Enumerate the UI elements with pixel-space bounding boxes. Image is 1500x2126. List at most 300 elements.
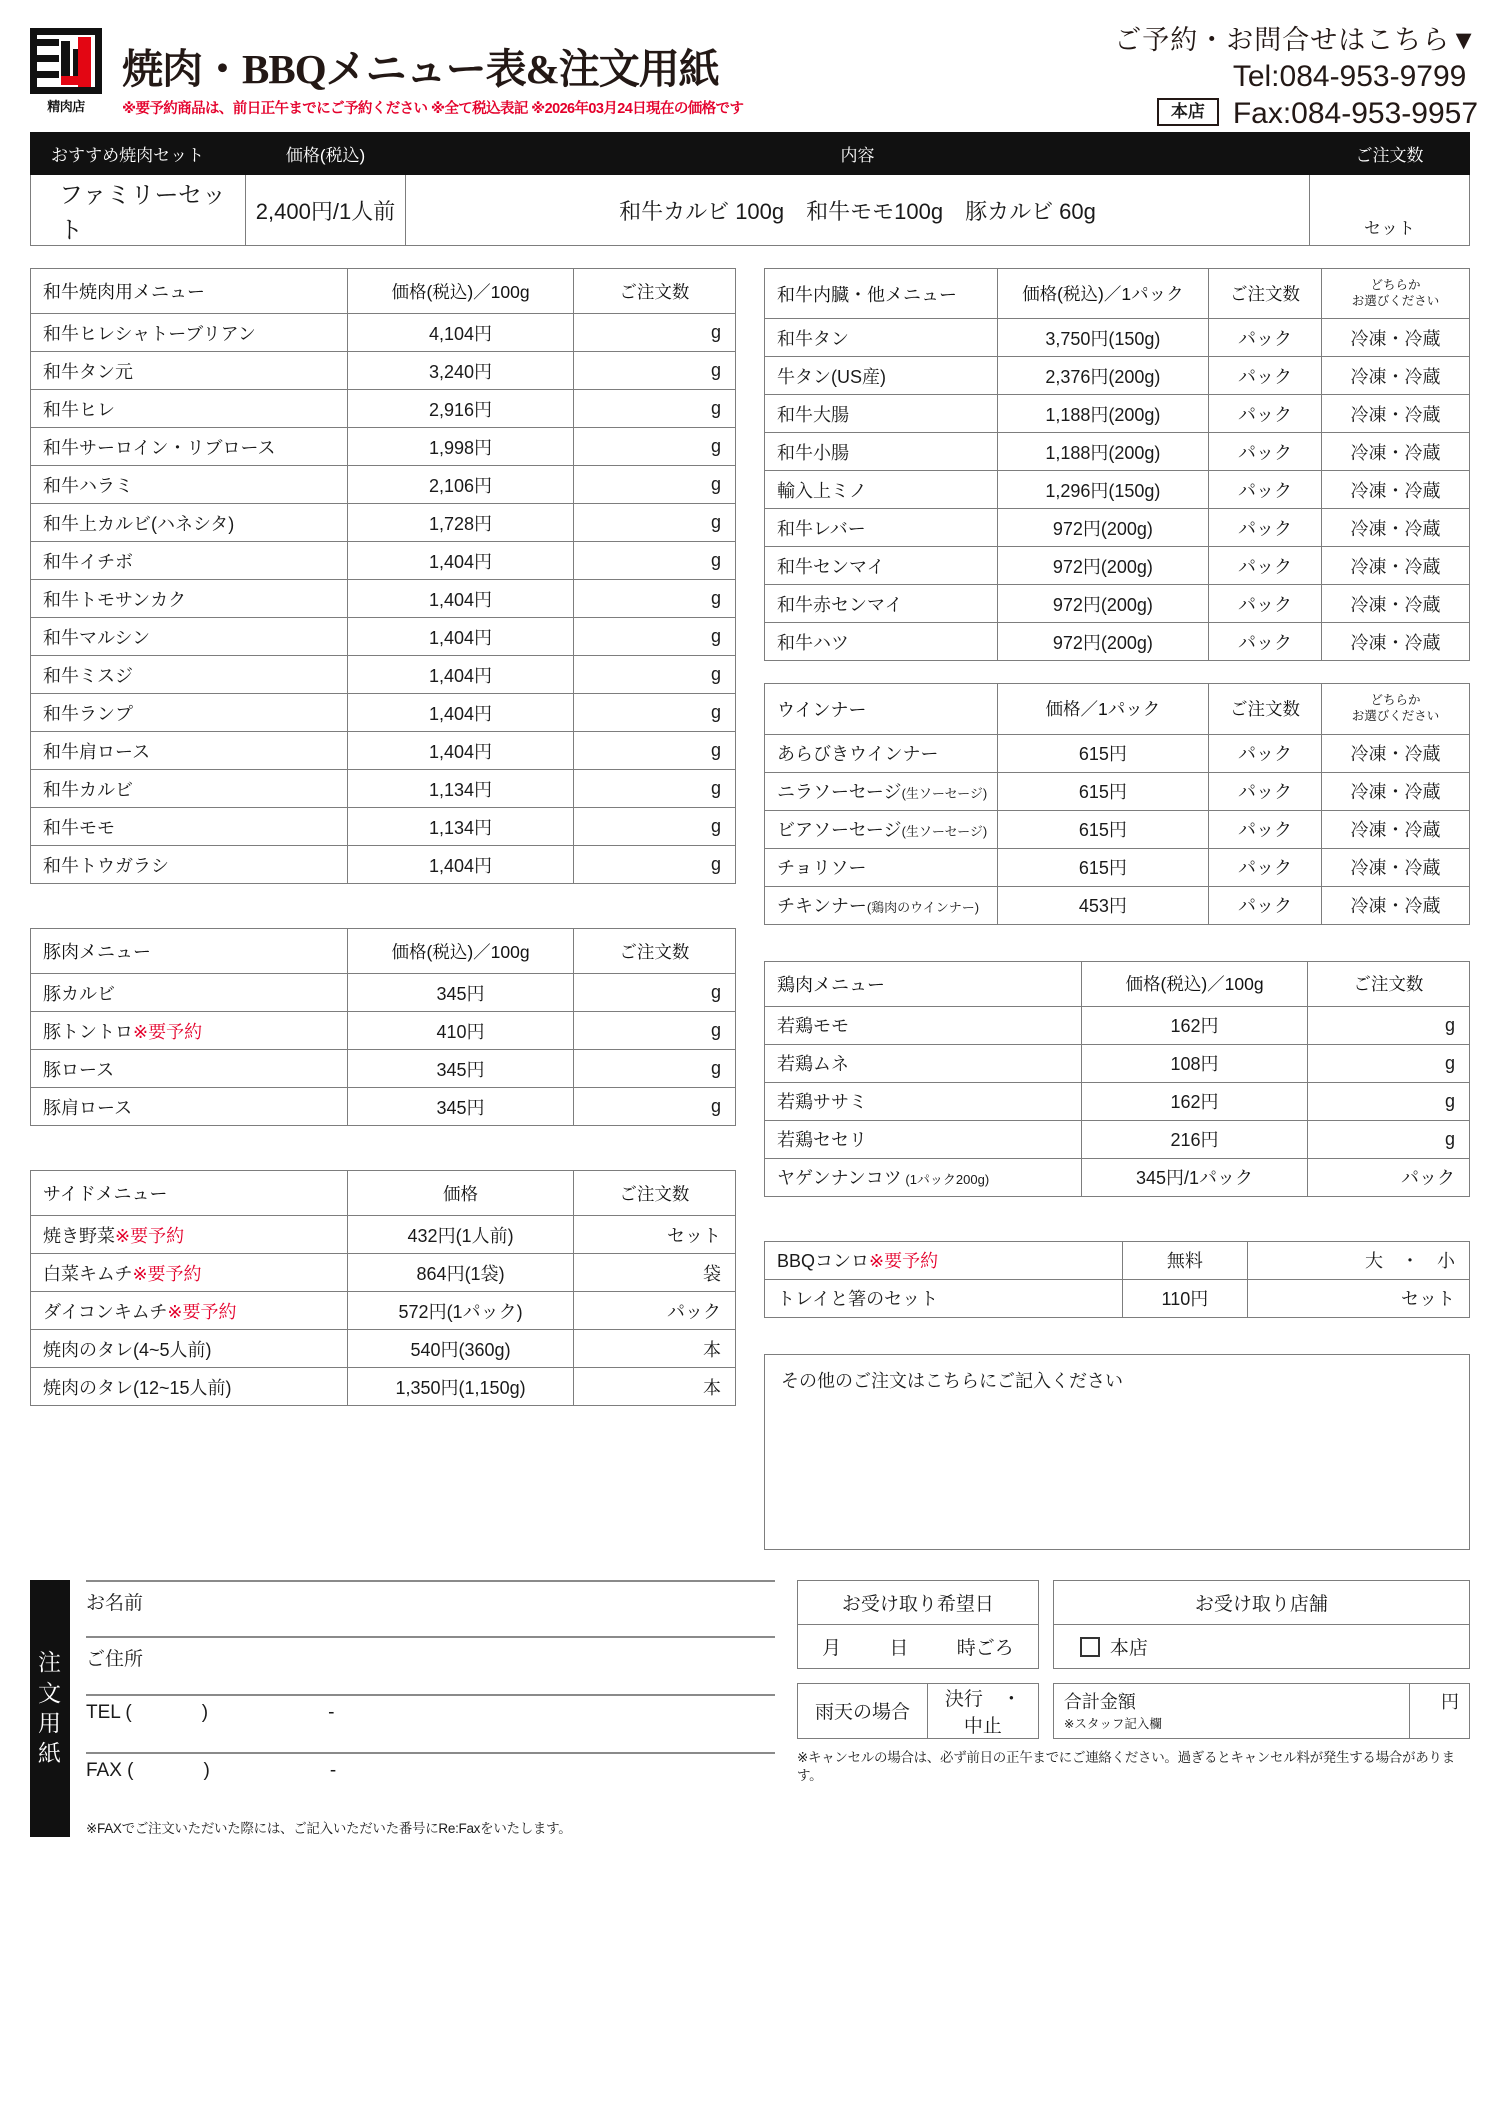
item-name xyxy=(31,1368,348,1406)
item-name xyxy=(765,848,998,886)
item-price: 162円 xyxy=(1082,1006,1308,1044)
item-qty-input[interactable]: パック xyxy=(1209,357,1322,395)
item-name-text: 焼肉のタレ(12~15人前) xyxy=(43,1377,232,1398)
pickup-store-table xyxy=(1053,1580,1470,1669)
item-qty-input[interactable]: g xyxy=(573,504,735,542)
col-wagyu-price: 価格(税込)／100g xyxy=(348,269,574,314)
table-row xyxy=(31,1050,736,1088)
col-set-name: おすすめ焼肉セット xyxy=(31,133,246,175)
item-price: 1,296円(150g) xyxy=(997,471,1209,509)
spine-char-2: 文 xyxy=(38,1679,62,1706)
table-row xyxy=(31,1254,736,1292)
item-qty-input[interactable]: g xyxy=(573,390,735,428)
table-row xyxy=(31,1330,736,1368)
item-qty-input[interactable]: g xyxy=(573,314,735,352)
set-qty-input[interactable]: セット xyxy=(1310,175,1470,246)
reservation-required-tag: ※要予約 xyxy=(132,1263,202,1284)
item-qty-input[interactable]: 本 xyxy=(573,1330,735,1368)
item-price: 615円 xyxy=(997,772,1209,810)
choice-line1: どちらか xyxy=(1370,693,1421,708)
item-qty-input[interactable]: パック xyxy=(573,1292,735,1330)
table-row xyxy=(765,471,1470,509)
fax-field[interactable] xyxy=(86,1754,775,1812)
table-row xyxy=(765,734,1470,772)
price-notice: ※要予約商品は、前日正午までにご予約ください ※全て税込表記 ※2026年03月24日現在の価格です xyxy=(122,101,744,118)
item-name xyxy=(765,1044,1082,1082)
table-header-row xyxy=(765,961,1470,1006)
item-name-text: ヤゲンナンコツ xyxy=(777,1168,902,1188)
item-qty-input[interactable]: g xyxy=(573,542,735,580)
item-temperature-choice[interactable]: 冷凍・冷蔵 xyxy=(1321,585,1469,623)
item-price: 無料 xyxy=(1122,1241,1247,1279)
col-wiener-name: ウインナー xyxy=(765,684,998,734)
item-name: 和牛モモ xyxy=(31,808,348,846)
total-staff-note: ※スタッフ記入欄 xyxy=(1063,1716,1162,1731)
set-name: ファミリーセット xyxy=(31,175,246,246)
table-row xyxy=(765,433,1470,471)
item-name-text: ダイコンキムチ xyxy=(43,1301,168,1322)
item-temperature-choice[interactable]: 冷凍・冷蔵 xyxy=(1321,886,1469,924)
item-qty-input[interactable]: g xyxy=(1307,1006,1469,1044)
item-qty-input[interactable]: g xyxy=(573,1050,735,1088)
item-price: 3,240円 xyxy=(348,352,574,390)
item-price: 1,728円 xyxy=(348,504,574,542)
table-row xyxy=(31,1088,736,1126)
item-price: 540円(360g) xyxy=(348,1330,574,1368)
item-name-text: 若鶏ササミ xyxy=(777,1092,867,1112)
item-name: 和牛ハラミ xyxy=(31,466,348,504)
table-row xyxy=(765,357,1470,395)
table-row xyxy=(31,580,736,618)
item-qty-input[interactable]: パック xyxy=(1209,886,1322,924)
item-name: 和牛タン元 xyxy=(31,352,348,390)
col-chicken-price: 価格(税込)／100g xyxy=(1082,961,1308,1006)
item-qty-input[interactable]: パック xyxy=(1307,1158,1469,1196)
item-price: 345円/1パック xyxy=(1082,1158,1308,1196)
item-name-text: 豚トントロ xyxy=(43,1021,133,1042)
item-price: 615円 xyxy=(997,848,1209,886)
item-name: 和牛カルビ xyxy=(31,770,348,808)
item-name: 和牛レバー xyxy=(765,509,998,547)
item-qty-input[interactable]: パック xyxy=(1209,623,1322,661)
item-price: 1,188円(200g) xyxy=(997,433,1209,471)
store-option-row[interactable] xyxy=(1053,1624,1469,1668)
col-pork-qty: ご注文数 xyxy=(573,929,735,974)
address-label: ご住所 xyxy=(86,1648,144,1670)
item-qty-input[interactable]: g xyxy=(573,618,735,656)
item-qty-input[interactable]: パック xyxy=(1209,471,1322,509)
col-set-contents: 内容 xyxy=(406,133,1310,175)
item-qty-input[interactable]: g xyxy=(573,580,735,618)
item-temperature-choice[interactable]: 冷凍・冷蔵 xyxy=(1321,509,1469,547)
page-title: 焼肉・BBQメニュー表&注文用紙 xyxy=(122,46,719,92)
item-name: 和牛ハツ xyxy=(765,623,998,661)
customer-details xyxy=(30,1580,775,1837)
item-qty-input[interactable]: パック xyxy=(1209,810,1322,848)
item-name: 和牛肩ロース xyxy=(31,732,348,770)
item-price: 572円(1パック) xyxy=(348,1292,574,1330)
item-price: 2,376円(200g) xyxy=(997,357,1209,395)
table-header-row xyxy=(765,684,1470,734)
item-temperature-choice[interactable]: 冷凍・冷蔵 xyxy=(1321,433,1469,471)
menu-columns xyxy=(0,246,1500,1550)
item-qty-input[interactable]: g xyxy=(573,694,735,732)
item-price: 162円 xyxy=(1082,1082,1308,1120)
col-pork-name: 豚肉メニュー xyxy=(31,929,348,974)
table-row xyxy=(31,846,736,884)
item-name-text: あらびきウインナー xyxy=(777,744,939,764)
table-row xyxy=(31,618,736,656)
item-price: 1,404円 xyxy=(348,732,574,770)
table-row xyxy=(31,352,736,390)
store-option-label: 本店 xyxy=(1109,1637,1148,1659)
item-price: 972円(200g) xyxy=(997,547,1209,585)
choice-line2: お選びください xyxy=(1351,293,1440,308)
item-name xyxy=(765,1082,1082,1120)
item-qty-input[interactable]: g xyxy=(573,656,735,694)
item-name-text: 焼き野菜 xyxy=(43,1225,115,1246)
table-row xyxy=(765,623,1470,661)
item-name xyxy=(765,1279,1123,1317)
table-row xyxy=(31,1368,736,1406)
item-qty-input[interactable]: パック xyxy=(1209,395,1322,433)
item-temperature-choice[interactable]: 冷凍・冷蔵 xyxy=(1321,848,1469,886)
shop-badge: 本店 xyxy=(1157,98,1219,126)
total-unit: 円 xyxy=(1410,1683,1470,1738)
item-qty-input[interactable]: g xyxy=(573,770,735,808)
item-name: 輸入上ミノ xyxy=(765,471,998,509)
item-sub-label: (生ソーセージ) xyxy=(901,824,988,839)
table-row xyxy=(31,314,736,352)
item-price: 972円(200g) xyxy=(997,585,1209,623)
reservation-required-tag: ※要予約 xyxy=(133,1021,203,1042)
item-name xyxy=(31,1012,348,1050)
item-qty-input[interactable]: セット xyxy=(1247,1279,1469,1317)
table-row xyxy=(765,585,1470,623)
free-order-note-box[interactable] xyxy=(764,1354,1470,1550)
table-row xyxy=(31,974,736,1012)
item-qty-input[interactable]: g xyxy=(573,466,735,504)
item-sub-label: (1パック200g) xyxy=(901,1172,990,1187)
item-name: 牛タン(US産) xyxy=(765,357,998,395)
item-price: 1,404円 xyxy=(348,618,574,656)
item-name-text: 焼肉のタレ(4~5人前) xyxy=(43,1339,212,1360)
item-name: 和牛トモサンカク xyxy=(31,580,348,618)
table-row xyxy=(765,319,1470,357)
item-name xyxy=(31,1088,348,1126)
total-amount-table xyxy=(1053,1683,1470,1739)
fax-note: ※FAXでご注文いただいた際には、ご記入いただいた番号にRe:Faxをいたします。 xyxy=(86,1820,572,1836)
item-price: 1,404円 xyxy=(348,694,574,732)
item-name-text: 若鶏ムネ xyxy=(777,1054,849,1074)
col-side-qty: ご注文数 xyxy=(573,1171,735,1216)
table-header-row xyxy=(31,269,736,314)
item-price: 2,916円 xyxy=(348,390,574,428)
col-set-qty: ご注文数 xyxy=(1310,133,1470,175)
item-qty-input[interactable]: パック xyxy=(1209,433,1322,471)
table-row xyxy=(765,1120,1470,1158)
item-name xyxy=(31,1216,348,1254)
item-price: 1,350円(1,150g) xyxy=(348,1368,574,1406)
item-name xyxy=(31,1050,348,1088)
address-field[interactable] xyxy=(86,1638,775,1696)
item-price: 1,134円 xyxy=(348,770,574,808)
set-contents: 和牛カルビ 100g 和牛モモ100g 豚カルビ 60g xyxy=(406,175,1310,246)
item-price: 1,404円 xyxy=(348,580,574,618)
item-qty-input[interactable]: g xyxy=(573,352,735,390)
item-price: 345円 xyxy=(348,974,574,1012)
wagyu-rows xyxy=(31,314,736,884)
item-name: 和牛トウガラシ xyxy=(31,846,348,884)
wiener-rows xyxy=(765,734,1470,924)
bbq-equipment-table xyxy=(764,1241,1470,1318)
table-row xyxy=(31,542,736,580)
set-price: 2,400円/1人前 xyxy=(246,175,406,246)
tel-field[interactable] xyxy=(86,1696,775,1754)
item-name: 和牛大腸 xyxy=(765,395,998,433)
item-qty-input[interactable]: 袋 xyxy=(573,1254,735,1292)
table-row xyxy=(31,428,736,466)
item-name-text: 若鶏セセリ xyxy=(777,1130,867,1150)
col-wiener-price: 価格／1パック xyxy=(997,684,1209,734)
item-price: 972円(200g) xyxy=(997,623,1209,661)
order-form xyxy=(30,1580,1470,1837)
item-name xyxy=(765,1006,1082,1044)
table-row xyxy=(31,466,736,504)
free-order-label: その他のご注文はこちらにご記入ください xyxy=(781,1370,1123,1391)
col-offal-qty: ご注文数 xyxy=(1209,269,1322,319)
item-name-text: 白菜キムチ xyxy=(43,1263,133,1284)
telephone-number: Tel:084-953-9799 xyxy=(1232,60,1467,93)
item-price: 615円 xyxy=(997,734,1209,772)
item-name xyxy=(765,810,998,848)
item-name: 和牛ミスジ xyxy=(31,656,348,694)
item-qty-input[interactable]: パック xyxy=(1209,585,1322,623)
title-block xyxy=(114,14,1008,118)
item-temperature-choice[interactable]: 冷凍・冷蔵 xyxy=(1321,734,1469,772)
item-name-text: チキンナー xyxy=(777,896,867,916)
item-price: 4,104円 xyxy=(348,314,574,352)
item-price: 1,998円 xyxy=(348,428,574,466)
item-name-text: 豚肩ロース xyxy=(43,1097,133,1118)
logo xyxy=(30,14,114,115)
table-row xyxy=(765,1241,1470,1279)
col-pork-price: 価格(税込)／100g xyxy=(348,929,574,974)
item-name xyxy=(765,1158,1082,1196)
item-name-text: ビアソーセージ xyxy=(777,820,902,840)
item-name: 和牛タン xyxy=(765,319,998,357)
pickup-month: 月 xyxy=(822,1637,842,1659)
item-price: 453円 xyxy=(997,886,1209,924)
spine-char-3: 用 xyxy=(38,1710,62,1736)
item-price: 108円 xyxy=(1082,1044,1308,1082)
item-price: 2,106円 xyxy=(348,466,574,504)
name-field[interactable] xyxy=(86,1580,775,1638)
col-wiener-choice xyxy=(1321,684,1469,734)
item-qty-input[interactable]: g xyxy=(1307,1082,1469,1120)
total-cell[interactable] xyxy=(1053,1683,1409,1738)
item-qty-input[interactable]: g xyxy=(573,1088,735,1126)
item-qty-input[interactable]: g xyxy=(573,808,735,846)
item-name xyxy=(31,974,348,1012)
table-row xyxy=(765,772,1470,810)
item-price: 972円(200g) xyxy=(997,509,1209,547)
item-qty-input[interactable]: g xyxy=(573,1012,735,1050)
table-row xyxy=(31,1216,736,1254)
table-row xyxy=(765,547,1470,585)
pickup-store-head: お受け取り店舗 xyxy=(1053,1580,1469,1624)
table-row xyxy=(31,808,736,846)
item-name-text: ニラソーセージ xyxy=(777,782,902,802)
item-qty-input[interactable]: g xyxy=(1307,1044,1469,1082)
item-temperature-choice[interactable]: 冷凍・冷蔵 xyxy=(1321,547,1469,585)
item-qty-input[interactable]: パック xyxy=(1209,509,1322,547)
item-name-text: チョリソー xyxy=(777,858,867,878)
chicken-table xyxy=(764,961,1470,1197)
contact-lead: ご予約・お問合せはこちら▼ xyxy=(1114,25,1478,55)
item-qty-input[interactable]: パック xyxy=(1209,547,1322,585)
item-price: 216円 xyxy=(1082,1120,1308,1158)
item-name: 和牛ランプ xyxy=(31,694,348,732)
cancel-policy-note: ※キャンセルの場合は、必ず前日の正午までにご連絡ください。過ぎるとキャンセル料が発生する場合があります。 xyxy=(797,1749,1455,1783)
item-name: 和牛サーロイン・リブロース xyxy=(31,428,348,466)
item-temperature-choice[interactable]: 冷凍・冷蔵 xyxy=(1321,395,1469,433)
col-side-price: 価格 xyxy=(348,1171,574,1216)
item-price: 1,404円 xyxy=(348,846,574,884)
item-qty-input[interactable]: パック xyxy=(1209,848,1322,886)
table-row xyxy=(31,504,736,542)
page-header xyxy=(0,0,1500,128)
col-offal-name: 和牛内臓・他メニュー xyxy=(765,269,998,319)
item-qty-input[interactable]: g xyxy=(573,428,735,466)
item-price: 410円 xyxy=(348,1012,574,1050)
item-price: 345円 xyxy=(348,1088,574,1126)
chicken-rows xyxy=(765,1006,1470,1196)
table-row xyxy=(765,1044,1470,1082)
item-temperature-choice[interactable]: 冷凍・冷蔵 xyxy=(1321,471,1469,509)
item-price: 432円(1人前) xyxy=(348,1216,574,1254)
item-qty-input[interactable]: g xyxy=(1307,1120,1469,1158)
table-header-row xyxy=(31,133,1470,175)
rain-policy-table xyxy=(797,1683,1039,1739)
item-price: 3,750円(150g) xyxy=(997,319,1209,357)
item-qty-input[interactable]: パック xyxy=(1209,319,1322,357)
item-name xyxy=(765,1241,1123,1279)
left-column xyxy=(30,268,736,1550)
item-sub-label: (生ソーセージ) xyxy=(901,786,988,801)
item-qty-input[interactable]: g xyxy=(573,732,735,770)
table-header-row xyxy=(765,269,1470,319)
tel-label: TEL ( xyxy=(86,1701,132,1723)
item-temperature-choice[interactable]: 冷凍・冷蔵 xyxy=(1321,357,1469,395)
pickup-details xyxy=(797,1580,1470,1837)
item-qty-input[interactable]: パック xyxy=(1209,734,1322,772)
choice-line2: お選びください xyxy=(1351,708,1440,723)
item-price: 1,404円 xyxy=(348,542,574,580)
item-name: 和牛ヒレ xyxy=(31,390,348,428)
item-name-text: BBQコンロ xyxy=(777,1251,870,1271)
item-name-text: トレイと箸のセット xyxy=(777,1289,939,1309)
item-temperature-choice[interactable]: 冷凍・冷蔵 xyxy=(1321,623,1469,661)
col-set-price: 価格(税込) xyxy=(246,133,406,175)
pork-table xyxy=(30,928,736,1126)
pork-rows xyxy=(31,974,736,1126)
item-qty-input[interactable]: g xyxy=(573,974,735,1012)
item-qty-input[interactable]: 大 ・ 小 xyxy=(1247,1241,1469,1279)
total-label: 合計金額 xyxy=(1063,1691,1136,1712)
table-header-row xyxy=(31,929,736,974)
item-qty-input[interactable]: 本 xyxy=(573,1368,735,1406)
item-name-text: 豚ロース xyxy=(43,1059,115,1080)
side-menu-table xyxy=(30,1170,736,1406)
table-row xyxy=(31,770,736,808)
item-qty-input[interactable]: セット xyxy=(573,1216,735,1254)
order-form-spine xyxy=(30,1580,70,1837)
table-row xyxy=(765,1279,1470,1317)
item-price: 345円 xyxy=(348,1050,574,1088)
name-label: お名前 xyxy=(86,1592,144,1614)
item-name xyxy=(765,772,998,810)
item-name-text: 若鶏モモ xyxy=(777,1016,849,1036)
item-temperature-choice[interactable]: 冷凍・冷蔵 xyxy=(1321,319,1469,357)
table-row xyxy=(31,732,736,770)
item-name xyxy=(31,1330,348,1368)
pickup-date-inputs[interactable] xyxy=(798,1624,1039,1668)
table-row xyxy=(31,390,736,428)
item-name: 和牛小腸 xyxy=(765,433,998,471)
fax-paren-close: ) xyxy=(203,1759,210,1781)
table-row xyxy=(31,694,736,732)
item-qty-input[interactable]: パック xyxy=(1209,772,1322,810)
table-row xyxy=(31,656,736,694)
side-rows xyxy=(31,1216,736,1406)
logo-mark-icon xyxy=(30,28,102,94)
col-wiener-qty: ご注文数 xyxy=(1209,684,1322,734)
table-row xyxy=(765,848,1470,886)
rain-options[interactable]: 決行 ・ 中止 xyxy=(928,1683,1039,1738)
col-offal-price: 価格(税込)／1パック xyxy=(997,269,1209,319)
table-row xyxy=(31,1292,736,1330)
wiener-table xyxy=(764,683,1470,924)
contact-block xyxy=(1008,14,1478,132)
choice-line1: どちらか xyxy=(1370,278,1421,292)
item-price: 1,188円(200g) xyxy=(997,395,1209,433)
item-name xyxy=(765,1120,1082,1158)
offal-rows xyxy=(765,319,1470,661)
item-temperature-choice[interactable]: 冷凍・冷蔵 xyxy=(1321,810,1469,848)
item-price: 1,404円 xyxy=(348,656,574,694)
table-row xyxy=(765,395,1470,433)
checkbox-icon[interactable] xyxy=(1080,1637,1100,1657)
item-temperature-choice[interactable]: 冷凍・冷蔵 xyxy=(1321,772,1469,810)
col-wagyu-name: 和牛焼肉用メニュー xyxy=(31,269,348,314)
wagyu-offal-table xyxy=(764,268,1470,661)
item-name xyxy=(31,1292,348,1330)
table-row xyxy=(765,886,1470,924)
col-offal-choice xyxy=(1321,269,1469,319)
item-qty-input[interactable]: g xyxy=(573,846,735,884)
col-wagyu-qty: ご注文数 xyxy=(573,269,735,314)
spine-char-4: 紙 xyxy=(38,1740,62,1767)
pickup-time: 時ごろ xyxy=(956,1637,1014,1659)
col-side-name: サイドメニュー xyxy=(31,1171,348,1216)
table-row xyxy=(765,1006,1470,1044)
table-row xyxy=(31,175,1470,246)
right-column xyxy=(764,268,1470,1550)
reservation-required-tag: ※要予約 xyxy=(115,1225,185,1246)
table-header-row xyxy=(31,1171,736,1216)
fax-number: Fax:084-953-9957 xyxy=(1232,96,1478,130)
